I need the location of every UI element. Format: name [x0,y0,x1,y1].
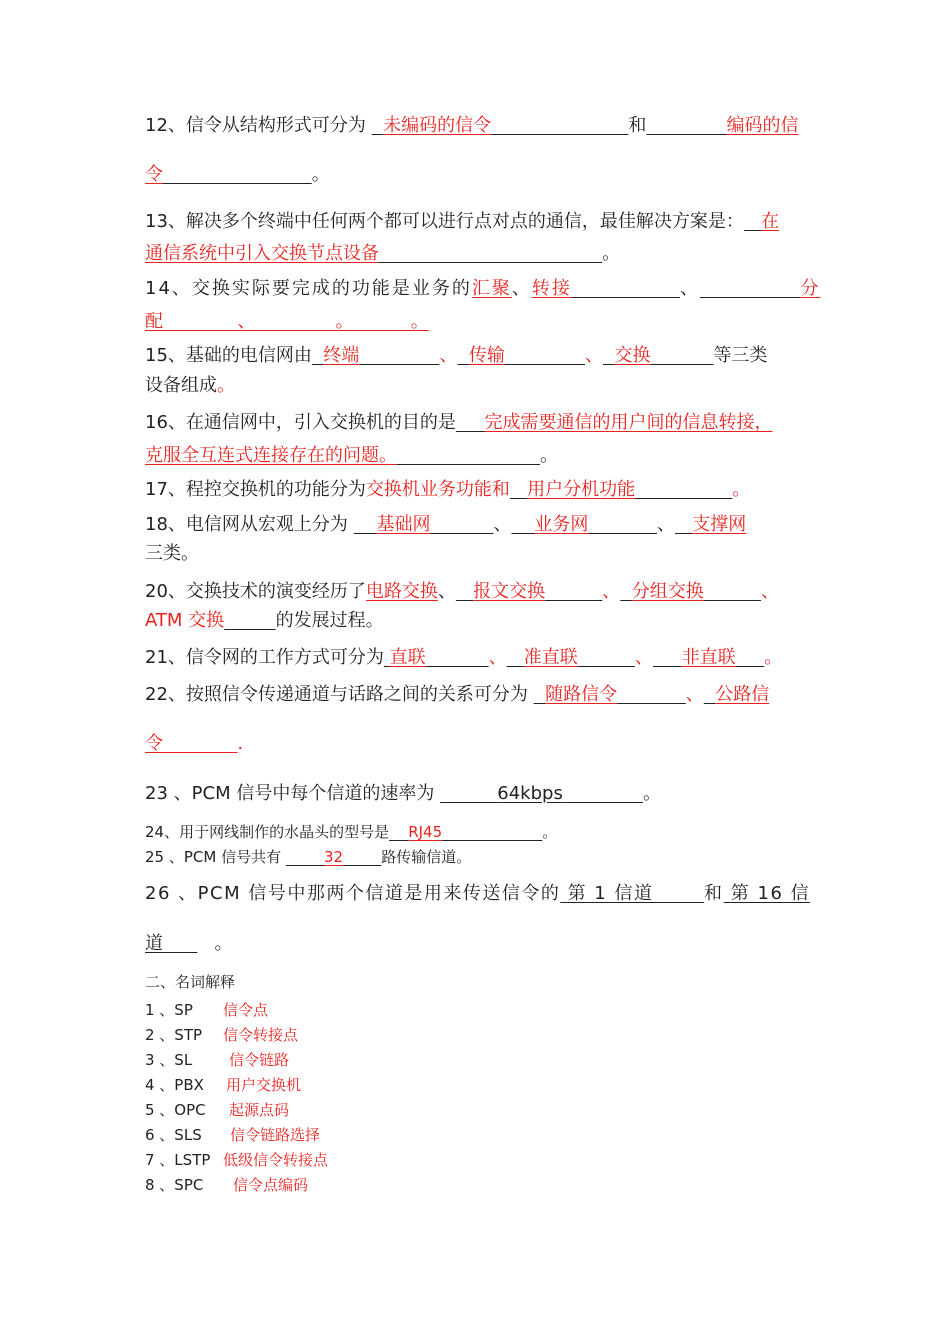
punctuation: 。 [764,647,783,668]
separator: 、 [680,278,701,299]
question-18-cont [145,545,199,563]
answer-blank: 用户分机功能 [527,479,636,500]
answer-text: ATM 交换 [145,610,225,631]
question-stem: 等三类 [713,345,768,366]
question-stem: 程控交换机的功能分为 [185,479,366,500]
term-row [145,1049,289,1070]
answer-blank: 编码的信 [726,115,799,136]
term-label: 4 、PBX [145,1076,204,1094]
term-answer: 用户交换机 [226,1076,302,1094]
answer-blank: 公路信 [715,684,770,705]
question-number: 17、 [145,479,186,500]
separator: 、 [760,581,779,602]
question-number: 25 、 [145,848,184,866]
question-15 [145,347,767,365]
question-13-cont [145,245,620,263]
question-number: 20、 [145,581,186,602]
punctuation: 。 [311,164,330,185]
question-20-cont [145,612,384,630]
answer-blank: 通信系统中引入交换节点设备 [145,243,379,264]
question-stem: 交换实际要完成的功能是业务的 [191,278,472,299]
term-answer: 信令链路 [229,1051,290,1069]
punctuation: 。 [642,783,661,804]
term-answer: 信令点 [223,1001,269,1019]
answer-blank: 配 [145,311,163,332]
answer-blank: 汇聚 [471,278,512,299]
question-stem: 交换技术的演变经历了 [185,581,366,602]
separator: 、 [511,278,532,299]
answer-blank: RJ45 [408,823,443,841]
question-22 [145,686,769,704]
punctuation: 。 [602,243,621,264]
question-22-cont [145,735,243,753]
connector-text: 和 [704,883,724,904]
question-20 [145,583,779,601]
separator: 、 [602,581,621,602]
separator: 、 [634,647,653,668]
answer-blank: 未编码的信令 [383,115,492,136]
question-23 [145,785,661,803]
term-label: 1 、SP [145,1001,193,1019]
question-stem: 电信网从宏观上分为 [185,514,354,535]
separator: 、 [585,345,604,366]
question-stem: 信令从结构形式可分为 [185,115,372,136]
answer-blank: 完成需要通信的用户间的信息转接， [484,412,773,433]
term-label: 8 、SPC [145,1176,204,1194]
term-row [145,1124,320,1145]
question-25 [145,850,471,865]
answer-blank: 道 [145,933,163,954]
term-row [145,1174,308,1195]
question-14-cont [145,313,429,331]
term-row [145,1099,289,1120]
question-16-cont [145,447,558,465]
term-label: 5 、OPC [145,1101,206,1119]
term-label: 2 、STP [145,1026,203,1044]
answer-text: 交换机业务功能和 [365,479,510,500]
punctuation: 。 [732,479,751,500]
term-row [145,1074,301,1095]
punctuation: . [237,733,244,754]
question-stem: 用于网线制作的水晶头的型号是 [179,823,390,841]
question-number: 23 、 [145,783,192,804]
term-row [145,1149,328,1170]
question-21 [145,649,782,667]
answer-blank: 终端 [323,345,360,366]
separator: 、 [685,684,704,705]
separator: 、 [493,514,512,535]
answer-blank: 64kbps [497,783,563,804]
question-number: 18、 [145,514,186,535]
question-18 [145,516,746,534]
term-answer: 信令链路选择 [230,1126,321,1144]
question-stem: 路传输信道。 [381,848,472,866]
question-number: 24、 [145,823,180,841]
punctuation: 。 [214,933,233,954]
punctuation: 。 [540,445,559,466]
question-stem: 基础的电信网由 [185,345,312,366]
question-12-cont [145,166,330,184]
connector-text: 和 [628,115,647,136]
term-answer: 信令转接点 [223,1026,299,1044]
question-stem: PCM 信号共有 [183,848,286,866]
question-number: 14、 [145,278,192,299]
answer-blank: 在 [761,211,780,232]
question-stem: 按照信令传递通道与话路之间的关系可分为 [185,684,534,705]
answer-blank: 随路信令 [545,684,618,705]
question-stem: PCM 信号中每个信道的速率为 [191,783,441,804]
answer-blank: 基础网 [376,514,431,535]
question-stem: 信令网的工作方式可分为 [185,647,384,668]
question-26-cont [145,935,233,953]
separator: 、 [439,345,458,366]
question-stem: PCM 信号中那两个信道是用来传送信令的 [197,883,561,904]
punctuation: 。 [335,311,354,332]
punctuation: 。 [217,375,235,396]
answer-blank: 电路交换 [365,581,438,602]
term-answer: 低级信令转接点 [223,1151,329,1169]
punctuation: 。 [410,311,429,332]
question-stem: 解决多个终端中任何两个都可以进行点对点的通信，最佳解决方案是： [185,211,744,232]
answer-blank: 第 1 信道 [567,883,654,904]
answer-blank: 非直联 [681,647,736,668]
term-row [145,1024,298,1045]
separator: 、 [437,581,456,602]
question-number: 13、 [145,211,186,232]
question-17 [145,481,750,499]
question-number: 22、 [145,684,186,705]
answer-blank: 克服全互连式连接存在的问题。 [145,445,397,466]
question-number: 16、 [145,412,186,433]
question-12 [145,117,799,135]
section-title: 二、名词解释 [145,973,236,991]
question-24 [145,825,557,840]
answer-blank: 32 [324,848,344,866]
term-label: 6 、SLS [145,1126,202,1144]
answer-blank: 令 [145,164,163,185]
punctuation: 。 [542,823,558,841]
term-label: 7 、LSTP [145,1151,211,1169]
answer-blank: 令 [145,733,163,754]
answer-blank: 支撑网 [692,514,747,535]
question-number: 15、 [145,345,186,366]
question-26 [145,885,810,903]
question-stem: 的发展过程。 [275,610,384,631]
answer-blank: 第 16 信 [730,883,811,904]
question-16 [145,414,773,432]
answer-blank: 报文交换 [473,581,546,602]
term-answer: 起源点码 [229,1101,290,1119]
answer-blank: 分组交换 [631,581,704,602]
question-13 [145,213,779,231]
question-number: 26 、 [145,883,198,904]
question-number: 12、 [145,115,186,136]
answer-blank: 传输 [468,345,505,366]
answer-blank: 直联 [389,647,426,668]
question-stem: 设备组成 [145,375,217,396]
answer-blank: 准直联 [523,647,578,668]
term-row [145,999,268,1020]
question-14 [145,280,820,298]
separator: 、 [488,647,507,668]
term-answer: 信令点编码 [233,1176,309,1194]
term-label: 3 、SL [145,1051,193,1069]
separator: 、 [657,514,676,535]
separator: 、 [237,311,256,332]
answer-blank: 转接 [531,278,572,299]
answer-blank: 交换 [614,345,651,366]
question-stem: 三类。 [145,543,199,564]
question-stem: 在通信网中，引入交换机的目的是 [185,412,456,433]
question-number: 21、 [145,647,186,668]
answer-blank: 业务网 [534,514,589,535]
answer-blank: 分 [800,278,821,299]
question-15-cont [145,377,235,395]
